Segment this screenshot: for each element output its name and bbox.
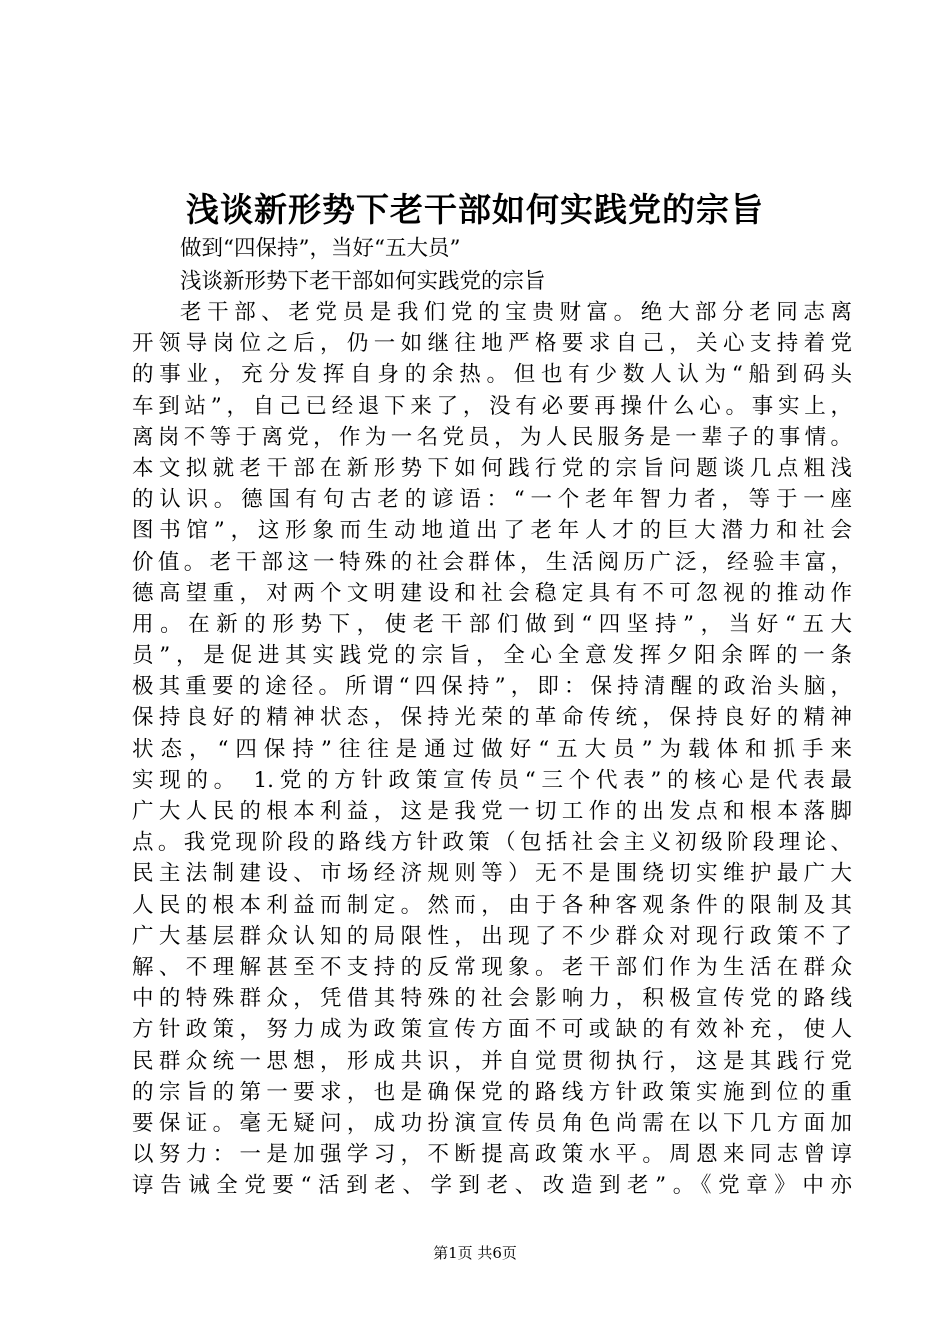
body-line: 老干部、老党员是我们党的宝贵财富。绝大部分老同志离 (180, 300, 852, 325)
body-paragraph (132, 297, 852, 1201)
subtitle-line-2: 浅谈新形势下老干部如何实践党的宗旨 (180, 269, 546, 294)
body-line: 实现的。 1.党的方针政策宣传员“三个代表”的核心是代表最 (132, 767, 852, 793)
body-line: 人民的根本利益而制定。然而，由于各种客观条件的限制及其 (132, 892, 852, 918)
document-title: 浅谈新形势下老干部如何实践党的宗旨 (186, 190, 764, 229)
body-line: 解、不理解甚至不支持的反常现象。老干部们作为生活在群众 (132, 954, 852, 980)
body-line: 的事业，充分发挥自身的余热。但也有少数人认为“船到码头 (132, 362, 852, 388)
body-line: 以努力：一是加强学习，不断提高政策水平。周恩来同志曾谆 (132, 1142, 852, 1168)
body-line: 广大人民的根本利益，这是我党一切工作的出发点和根本落脚 (132, 799, 852, 824)
body-line: 图书馆”，这形象而生动地道出了老年人才的巨大潜力和社会 (132, 518, 852, 544)
body-line: 要保证。毫无疑问，成功扮演宣传员角色尚需在以下几方面加 (132, 1110, 852, 1136)
subtitle-line-1: 做到“四保持”，当好“五大员” (180, 236, 461, 261)
body-line: 保持良好的精神状态，保持光荣的革命传统，保持良好的精神 (132, 705, 852, 731)
body-line: 民群众统一思想，形成共识，并自觉贯彻执行，这是其践行党 (132, 1048, 852, 1074)
body-line: 点。我党现阶段的路线方针政策（包括社会主义初级阶段理论、 (132, 830, 852, 856)
body-line: 的宗旨的第一要求，也是确保党的路线方针政策实施到位的重 (132, 1079, 852, 1105)
body-line: 车到站”，自己已经退下来了，没有必要再操什么心。事实上， (132, 393, 852, 419)
body-line: 的认识。德国有句古老的谚语：“一个老年智力者，等于一座 (132, 487, 852, 513)
page-number-footer: 第1页 共6页 (433, 1244, 517, 1262)
body-line: 员”，是促进其实践党的宗旨，全心全意发挥夕阳余晖的一条 (132, 643, 852, 669)
body-line: 广大基层群众认知的局限性，出现了不少群众对现行政策不了 (132, 923, 852, 949)
body-line: 本文拟就老干部在新形势下如何践行党的宗旨问题谈几点粗浅 (132, 455, 852, 481)
body-line: 方针政策，努力成为政策宣传方面不可或缺的有效补充，使人 (132, 1017, 852, 1043)
body-line: 状态，“四保持”往往是通过做好“五大员”为载体和抓手来 (132, 736, 852, 762)
body-line: 用。在新的形势下，使老干部们做到“四坚持”，当好“五大 (132, 611, 852, 637)
body-line: 开领导岗位之后，仍一如继往地严格要求自己，关心支持着党 (132, 331, 852, 357)
body-line: 民主法制建设、市场经济规则等）无不是围绕切实维护最广大 (132, 861, 852, 887)
body-line: 谆告诫全党要“活到老、学到老、改造到老”。《党章》中亦 (132, 1173, 852, 1199)
body-line: 德高望重，对两个文明建设和社会稳定具有不可忽视的推动作 (132, 580, 852, 606)
body-line: 极其重要的途径。所谓“四保持”，即：保持清醒的政治头脑， (132, 674, 852, 700)
body-line: 离岗不等于离党，作为一名党员，为人民服务是一辈子的事情。 (132, 424, 852, 450)
body-line: 价值。老干部这一特殊的社会群体，生活阅历广泛，经验丰富， (132, 549, 852, 575)
body-line: 中的特殊群众，凭借其特殊的社会影响力，积极宣传党的路线 (132, 986, 852, 1012)
